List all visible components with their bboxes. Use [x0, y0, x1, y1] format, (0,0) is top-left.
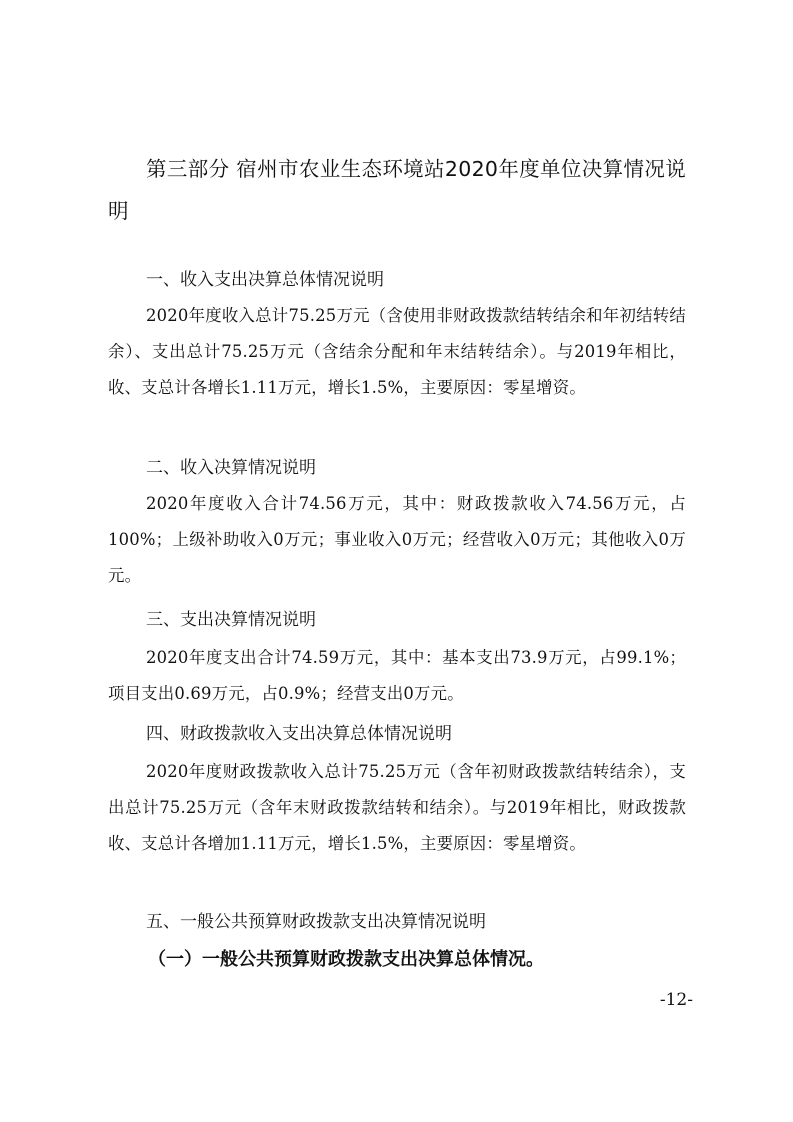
section-3-heading: 三、支出决算情况说明 — [146, 610, 316, 630]
section-2-paragraph: 2020年度收入合计74.56万元，其中：财政拨款收入74.56万元，占100%；上级补助收入0万元；事业收入0万元；经营收入0万元；其他收入0万元。 — [108, 494, 686, 585]
section-4-heading: 四、财政拨款收入支出决算总体情况说明 — [146, 724, 452, 744]
page-number: -12- — [659, 990, 693, 1010]
section-1-heading: 一、收入支出决算总体情况说明 — [146, 270, 384, 290]
section-5-heading: 五、一般公共预算财政拨款支出决算情况说明 — [146, 912, 486, 932]
section-4-paragraph: 2020年度财政拨款收入总计75.25万元（含年初财政拨款结转结余），支出总计75.25万元（含年末财政拨款结转和结余）。与2019年相比，财政拨款收、支总计各增加1.11万元，增长1.5%，主要原因：零星增资。 — [108, 762, 686, 853]
document-title: 第三部分 宿州市农业生态环境站2020年度单位决算情况说明 — [108, 157, 686, 223]
section-2-heading: 二、收入决算情况说明 — [146, 458, 316, 478]
section-1-paragraph: 2020年度收入总计75.25万元（含使用非财政拨款结转结余和年初结转结余）、支出总计75.25万元（含结余分配和年末结转结余）。与2019年相比，收、支总计各增长1.11万元，增长1.5%，主要原因：零星增资。 — [108, 306, 686, 397]
section-3-paragraph: 2020年度支出合计74.59万元，其中：基本支出73.9万元，占99.1%；项目支出0.69万元，占0.9%；经营支出0万元。 — [108, 648, 686, 703]
section-5-subheading: （一）一般公共预算财政拨款支出决算总体情况。 — [148, 949, 544, 970]
